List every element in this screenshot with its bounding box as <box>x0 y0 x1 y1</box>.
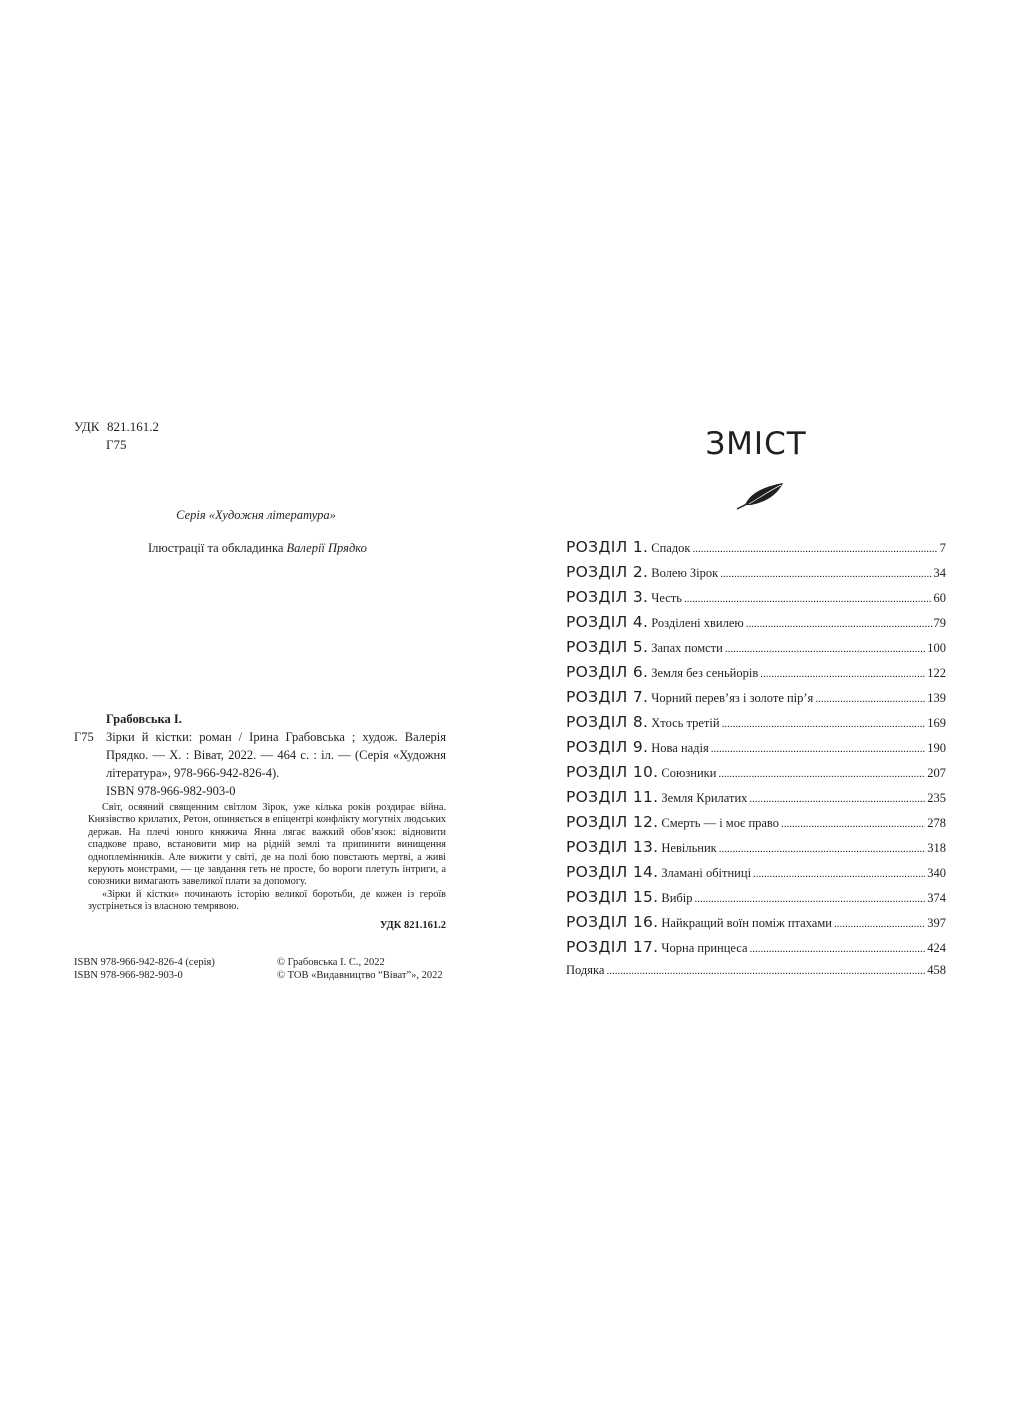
toc-leader-dots <box>725 643 925 655</box>
toc-chapter-title: Земля Крилатих <box>661 791 748 805</box>
toc-chapter-title: Найкращий воїн поміж птахами <box>661 916 832 930</box>
feather-icon <box>735 481 785 511</box>
toc-page-number: 278 <box>927 816 946 830</box>
toc-chapter-number: РОЗДІЛ 6. <box>566 663 649 681</box>
isbn-list <box>74 956 215 982</box>
catalog-author: Грабовська І. <box>106 712 182 726</box>
toc-chapter-title: Розділені хвилею <box>651 616 744 630</box>
toc-page-number: 7 <box>939 541 946 555</box>
toc-entry <box>566 838 946 863</box>
toc-entry <box>566 813 946 838</box>
toc-entry <box>566 713 946 738</box>
catalog-record <box>74 710 446 800</box>
illustrations-prefix: Ілюстрації та обкладинка <box>148 541 284 555</box>
toc-list <box>566 538 946 988</box>
toc-leader-dots <box>749 793 925 805</box>
toc-chapter-number: РОЗДІЛ 15. <box>566 888 659 906</box>
toc-chapter-number: РОЗДІЛ 17. <box>566 938 659 956</box>
toc-chapter-number: РОЗДІЛ 9. <box>566 738 649 756</box>
toc-chapter-number: РОЗДІЛ 8. <box>566 713 649 731</box>
toc-entry <box>566 913 946 938</box>
toc-leader-dots <box>750 943 926 955</box>
isbn-series: ISBN 978-966-942-826-4 (серія) <box>74 957 215 968</box>
toc-chapter-title: Нова надія <box>651 741 709 755</box>
toc-page-number: 374 <box>927 891 946 905</box>
toc-page-number: 34 <box>933 566 946 580</box>
toc-chapter-title: Смерть — і моє право <box>661 816 780 830</box>
udk-bottom: УДК 821.161.2 <box>379 919 446 931</box>
toc-leader-dots <box>760 668 925 680</box>
toc-page-number: 122 <box>927 666 946 680</box>
toc-chapter-number: РОЗДІЛ 13. <box>566 838 659 856</box>
copyright-list <box>277 956 443 982</box>
toc-chapter-title: Волею Зірок <box>651 566 719 580</box>
toc-chapter-number: РОЗДІЛ 10. <box>566 763 659 781</box>
toc-chapter-number: РОЗДІЛ 16. <box>566 913 659 931</box>
udk-block <box>74 418 159 454</box>
toc-entry <box>566 563 946 588</box>
udk-label: УДК <box>74 419 100 434</box>
toc-chapter-title: Спадок <box>651 541 691 555</box>
toc-chapter-title: Чорний перев’яз і золоте пір’я <box>651 691 814 705</box>
toc-chapter-title: Земля без сеньйорів <box>651 666 759 680</box>
toc-chapter-number: РОЗДІЛ 4. <box>566 613 649 631</box>
illustrations-credit <box>148 541 367 556</box>
catalog-isbn: ISBN 978-966-982-903-0 <box>106 784 236 798</box>
toc-chapter-title: Союзники <box>661 766 717 780</box>
toc-chapter-number: РОЗДІЛ 3. <box>566 588 649 606</box>
toc-entry <box>566 663 946 688</box>
toc-entry <box>566 788 946 813</box>
toc-leader-dots <box>834 918 925 930</box>
toc-page-number: 397 <box>927 916 946 930</box>
toc-leader-dots <box>722 718 926 730</box>
toc-title: ЗМІСТ <box>705 426 807 462</box>
toc-entry <box>566 638 946 663</box>
udk-value: 821.161.2 <box>107 419 159 434</box>
toc-entry <box>566 588 946 613</box>
toc-entry <box>566 863 946 888</box>
toc-entry <box>566 613 946 638</box>
toc-leader-dots <box>753 868 925 880</box>
toc-page-number: 79 <box>933 616 946 630</box>
isbn-book: ISBN 978-966-982-903-0 <box>74 970 183 981</box>
toc-leader-dots <box>719 843 926 855</box>
annotation-paragraph: «Зірки й кістки» починають історію великої боротьби, де кожен із героїв зустрінеться із власною темрявою. <box>88 888 446 913</box>
toc-chapter-title: Чорна принцеса <box>661 941 748 955</box>
toc-entry <box>566 538 946 563</box>
toc-leader-dots <box>815 693 925 705</box>
catalog-mark: Г75 <box>74 730 94 744</box>
toc-page-number: 207 <box>927 766 946 780</box>
toc-entry <box>566 888 946 913</box>
illustrator-name: Валерії Прядко <box>286 541 367 555</box>
toc-chapter-title: Зламані обітниці <box>661 866 752 880</box>
toc-leader-dots <box>693 543 938 555</box>
toc-entry <box>566 738 946 763</box>
toc-chapter-number: РОЗДІЛ 12. <box>566 813 659 831</box>
toc-page-number: 318 <box>927 841 946 855</box>
toc-entry <box>566 763 946 788</box>
toc-chapter-title: Вибір <box>661 891 693 905</box>
toc-leader-dots <box>606 965 925 977</box>
toc-chapter-number: РОЗДІЛ 1. <box>566 538 649 556</box>
toc-page-number: 169 <box>927 716 946 730</box>
author-mark: Г75 <box>106 437 127 452</box>
toc-page-number: 139 <box>927 691 946 705</box>
toc-page-number: 340 <box>927 866 946 880</box>
toc-leader-dots <box>720 568 931 580</box>
toc-chapter-number: РОЗДІЛ 11. <box>566 788 659 806</box>
toc-entry <box>566 688 946 713</box>
toc-leader-dots <box>781 818 925 830</box>
toc-chapter-title: Невільник <box>661 841 717 855</box>
toc-page-number: 190 <box>927 741 946 755</box>
catalog-description: Зірки й кістки: роман / Ірина Грабовська ; худож. Валерія Прядко. — Х. : Віват, 2022. — 464 с. : іл. — (Серія «Художня література», 978-966-942-826-4). <box>106 730 446 780</box>
toc-chapter-number: РОЗДІЛ 2. <box>566 563 649 581</box>
copyright-author: © Грабовська І. С., 2022 <box>277 957 385 968</box>
toc-chapter-title: Хтось третій <box>651 716 720 730</box>
copyright-publisher: © ТОВ «Видавництво “Віват”», 2022 <box>277 970 443 981</box>
toc-page-number: 100 <box>927 641 946 655</box>
annotation <box>88 802 446 932</box>
toc-page-number: 60 <box>933 591 946 605</box>
series-line: Серія «Художня література» <box>176 508 336 522</box>
toc-leader-dots <box>684 593 932 605</box>
annotation-paragraph: Світ, осяяний священним світлом Зірок, уже кілька років роздирає війна. Князівство крилатих, Ретон, опиняється в епіцентрі конфлікту могутніх людських держав. На плечі юного княжича Янна лягає важкий обов’язок: відновити спадкове право, встановити мир на рідній землі та припинити винищення одноплемінників. Але вижити у світі, де на полі бою повстають мертві, а живі керують монстрами, — це завдання геть не просте, бо вороги плетуть інтриги, а союзники вимагають завеликої плати за допомогу. <box>88 802 446 888</box>
toc-entry <box>566 963 946 988</box>
toc-leader-dots <box>711 743 925 755</box>
toc-chapter-number: РОЗДІЛ 5. <box>566 638 649 656</box>
toc-entry <box>566 938 946 963</box>
toc-chapter-title: Подяка <box>566 963 605 977</box>
toc-page-number: 235 <box>927 791 946 805</box>
toc-leader-dots <box>695 893 926 905</box>
toc-leader-dots <box>746 618 932 630</box>
toc-page-number: 424 <box>927 941 946 955</box>
toc-chapter-title: Честь <box>651 591 682 605</box>
toc-leader-dots <box>718 768 925 780</box>
toc-chapter-number: РОЗДІЛ 7. <box>566 688 649 706</box>
toc-page-number: 458 <box>927 963 946 977</box>
toc-chapter-title: Запах помсти <box>651 641 723 655</box>
toc-chapter-number: РОЗДІЛ 14. <box>566 863 659 881</box>
